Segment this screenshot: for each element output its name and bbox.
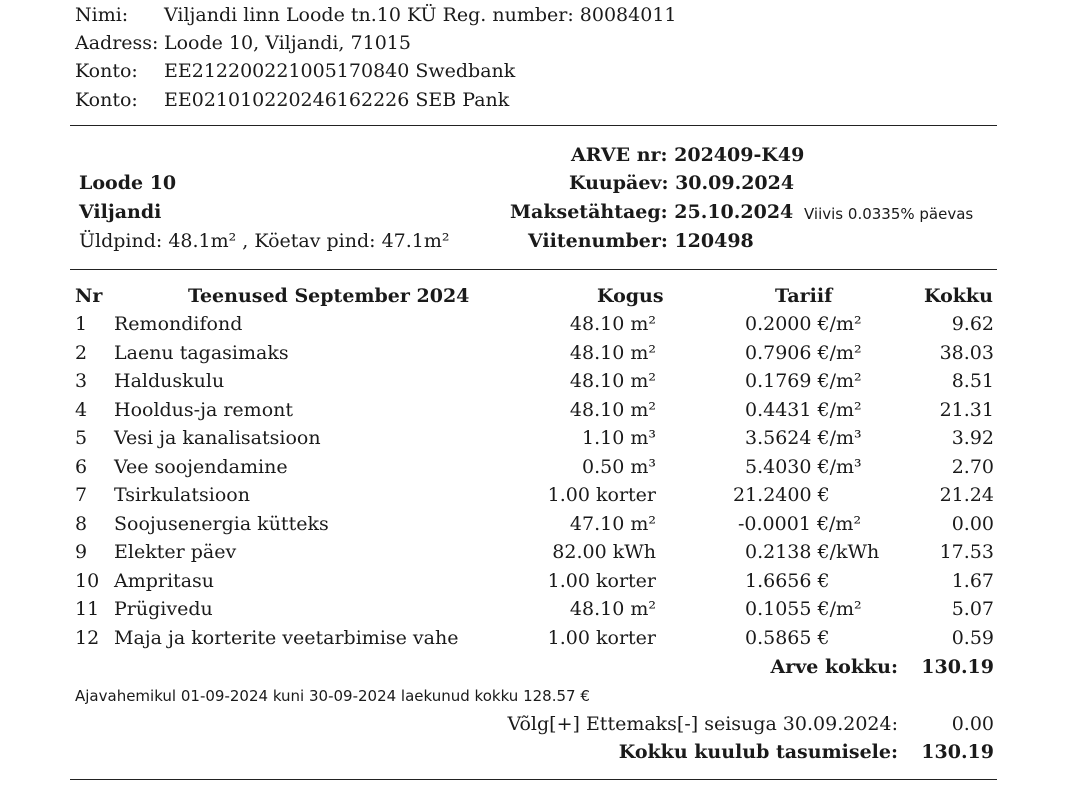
row-quantity: 48.10 m² bbox=[569, 370, 656, 392]
row-service: Vesi ja kanalisatsioon bbox=[114, 427, 321, 449]
table-row bbox=[0, 399, 1066, 427]
row-total: 8.51 bbox=[951, 370, 994, 392]
column-header-quantity: Kogus bbox=[597, 285, 664, 307]
row-tariff: 0.7906 €/m² bbox=[745, 342, 862, 364]
divider bbox=[70, 779, 997, 780]
row-total: 0.00 bbox=[951, 513, 994, 535]
row-tariff: 0.4431 €/m² bbox=[745, 399, 862, 421]
divider bbox=[70, 125, 997, 126]
invoice-total-label: Arve kokku: bbox=[770, 656, 898, 678]
column-header-nr: Nr bbox=[75, 285, 103, 307]
row-nr: 10 bbox=[75, 570, 100, 592]
row-quantity: 1.00 korter bbox=[547, 570, 656, 592]
row-tariff: 0.2138 €/kWh bbox=[745, 541, 880, 563]
row-total: 21.24 bbox=[939, 484, 994, 506]
row-service: Laenu tagasimaks bbox=[114, 342, 289, 364]
row-quantity: 47.10 m² bbox=[569, 513, 656, 535]
column-header-service: Teenused September 2024 bbox=[188, 285, 470, 307]
account-label: Konto: bbox=[75, 89, 138, 111]
row-tariff: 1.6656 € bbox=[745, 570, 830, 592]
table-row bbox=[0, 598, 1066, 626]
table-row bbox=[0, 484, 1066, 512]
row-quantity: 0.50 m³ bbox=[582, 456, 656, 478]
invoice-total-value: 130.19 bbox=[921, 656, 994, 678]
row-nr: 3 bbox=[75, 370, 88, 392]
row-service: Tsirkulatsioon bbox=[114, 484, 250, 506]
address-label: Aadress: bbox=[75, 32, 159, 54]
balance-label: Võlg[+] Ettemaks[-] seisuga 30.09.2024: bbox=[507, 713, 898, 735]
name-label: Nimi: bbox=[75, 4, 129, 26]
account-label: Konto: bbox=[75, 60, 138, 82]
address-value: Loode 10, Viljandi, 71015 bbox=[164, 32, 411, 54]
row-tariff: -0.0001 €/m² bbox=[738, 513, 862, 535]
row-nr: 4 bbox=[75, 399, 88, 421]
row-tariff: 5.4030 €/m³ bbox=[745, 456, 862, 478]
row-nr: 2 bbox=[75, 342, 88, 364]
row-quantity: 82.00 kWh bbox=[552, 541, 656, 563]
row-total: 0.59 bbox=[951, 627, 994, 649]
account-value: EE212200221005170840 Swedbank bbox=[164, 60, 516, 82]
row-total: 3.92 bbox=[951, 427, 994, 449]
amount-due-label: Kokku kuulub tasumisele: bbox=[618, 741, 898, 763]
row-tariff: 21.2400 € bbox=[733, 484, 830, 506]
row-service: Hooldus-ja remont bbox=[114, 399, 294, 421]
row-total: 1.67 bbox=[951, 570, 994, 592]
invoice-number: ARVE nr: 202409-K49 bbox=[571, 144, 805, 166]
name-value: Viljandi linn Loode tn.10 KÜ Reg. number: 80084011 bbox=[164, 4, 677, 26]
row-service: Vee soojendamine bbox=[114, 456, 288, 478]
table-row bbox=[0, 427, 1066, 455]
row-total: 9.62 bbox=[951, 313, 994, 335]
row-total: 5.07 bbox=[951, 598, 994, 620]
table-row bbox=[0, 313, 1066, 341]
row-service: Ampritasu bbox=[114, 570, 215, 592]
row-total: 21.31 bbox=[939, 399, 994, 421]
row-quantity: 1.10 m³ bbox=[582, 427, 656, 449]
row-nr: 8 bbox=[75, 513, 88, 535]
table-row bbox=[0, 513, 1066, 541]
payments-note: Ajavahemikul 01-09-2024 kuni 30-09-2024 laekunud kokku 128.57 € bbox=[75, 687, 590, 705]
row-tariff: 3.5624 €/m³ bbox=[745, 427, 862, 449]
row-service: Halduskulu bbox=[114, 370, 225, 392]
row-nr: 9 bbox=[75, 541, 88, 563]
row-nr: 1 bbox=[75, 313, 88, 335]
row-quantity: 48.10 m² bbox=[569, 399, 656, 421]
reference-number: Viitenumber: 120498 bbox=[528, 230, 754, 252]
recipient-city: Viljandi bbox=[79, 201, 162, 223]
row-total: 2.70 bbox=[951, 456, 994, 478]
row-service: Elekter päev bbox=[114, 541, 237, 563]
recipient-area: Üldpind: 48.1m² , Köetav pind: 47.1m² bbox=[79, 230, 450, 252]
row-nr: 12 bbox=[75, 627, 100, 649]
row-tariff: 0.5865 € bbox=[745, 627, 830, 649]
row-tariff: 0.2000 €/m² bbox=[745, 313, 862, 335]
table-row bbox=[0, 570, 1066, 598]
amount-due-value: 130.19 bbox=[921, 741, 994, 763]
row-nr: 5 bbox=[75, 427, 88, 449]
account-value: EE021010220246162226 SEB Pank bbox=[164, 89, 510, 111]
table-header bbox=[0, 285, 1066, 313]
table-row bbox=[0, 370, 1066, 398]
row-quantity: 1.00 korter bbox=[547, 627, 656, 649]
recipient-street: Loode 10 bbox=[79, 172, 177, 194]
row-nr: 6 bbox=[75, 456, 88, 478]
row-nr: 7 bbox=[75, 484, 88, 506]
row-tariff: 0.1055 €/m² bbox=[745, 598, 862, 620]
table-row bbox=[0, 627, 1066, 655]
row-total: 38.03 bbox=[939, 342, 994, 364]
invoice-due-date: Maksetähtaeg: 25.10.2024 bbox=[510, 201, 794, 223]
invoice-date: Kuupäev: 30.09.2024 bbox=[569, 172, 795, 194]
row-quantity: 48.10 m² bbox=[569, 313, 656, 335]
row-quantity: 1.00 korter bbox=[547, 484, 656, 506]
row-total: 17.53 bbox=[939, 541, 994, 563]
row-tariff: 0.1769 €/m² bbox=[745, 370, 862, 392]
row-service: Maja ja korterite veetarbimise vahe bbox=[114, 627, 459, 649]
divider bbox=[70, 269, 997, 270]
row-service: Prügivedu bbox=[114, 598, 213, 620]
column-header-tariff: Tariif bbox=[775, 285, 833, 307]
row-service: Soojusenergia kütteks bbox=[114, 513, 329, 535]
penalty-rate: Viivis 0.0335% päevas bbox=[804, 205, 974, 223]
row-service: Remondifond bbox=[114, 313, 243, 335]
balance-value: 0.00 bbox=[951, 713, 994, 735]
table-row bbox=[0, 456, 1066, 484]
table-row bbox=[0, 541, 1066, 569]
column-header-total: Kokku bbox=[924, 285, 993, 307]
row-nr: 11 bbox=[75, 598, 100, 620]
row-quantity: 48.10 m² bbox=[569, 598, 656, 620]
row-quantity: 48.10 m² bbox=[569, 342, 656, 364]
table-row bbox=[0, 342, 1066, 370]
